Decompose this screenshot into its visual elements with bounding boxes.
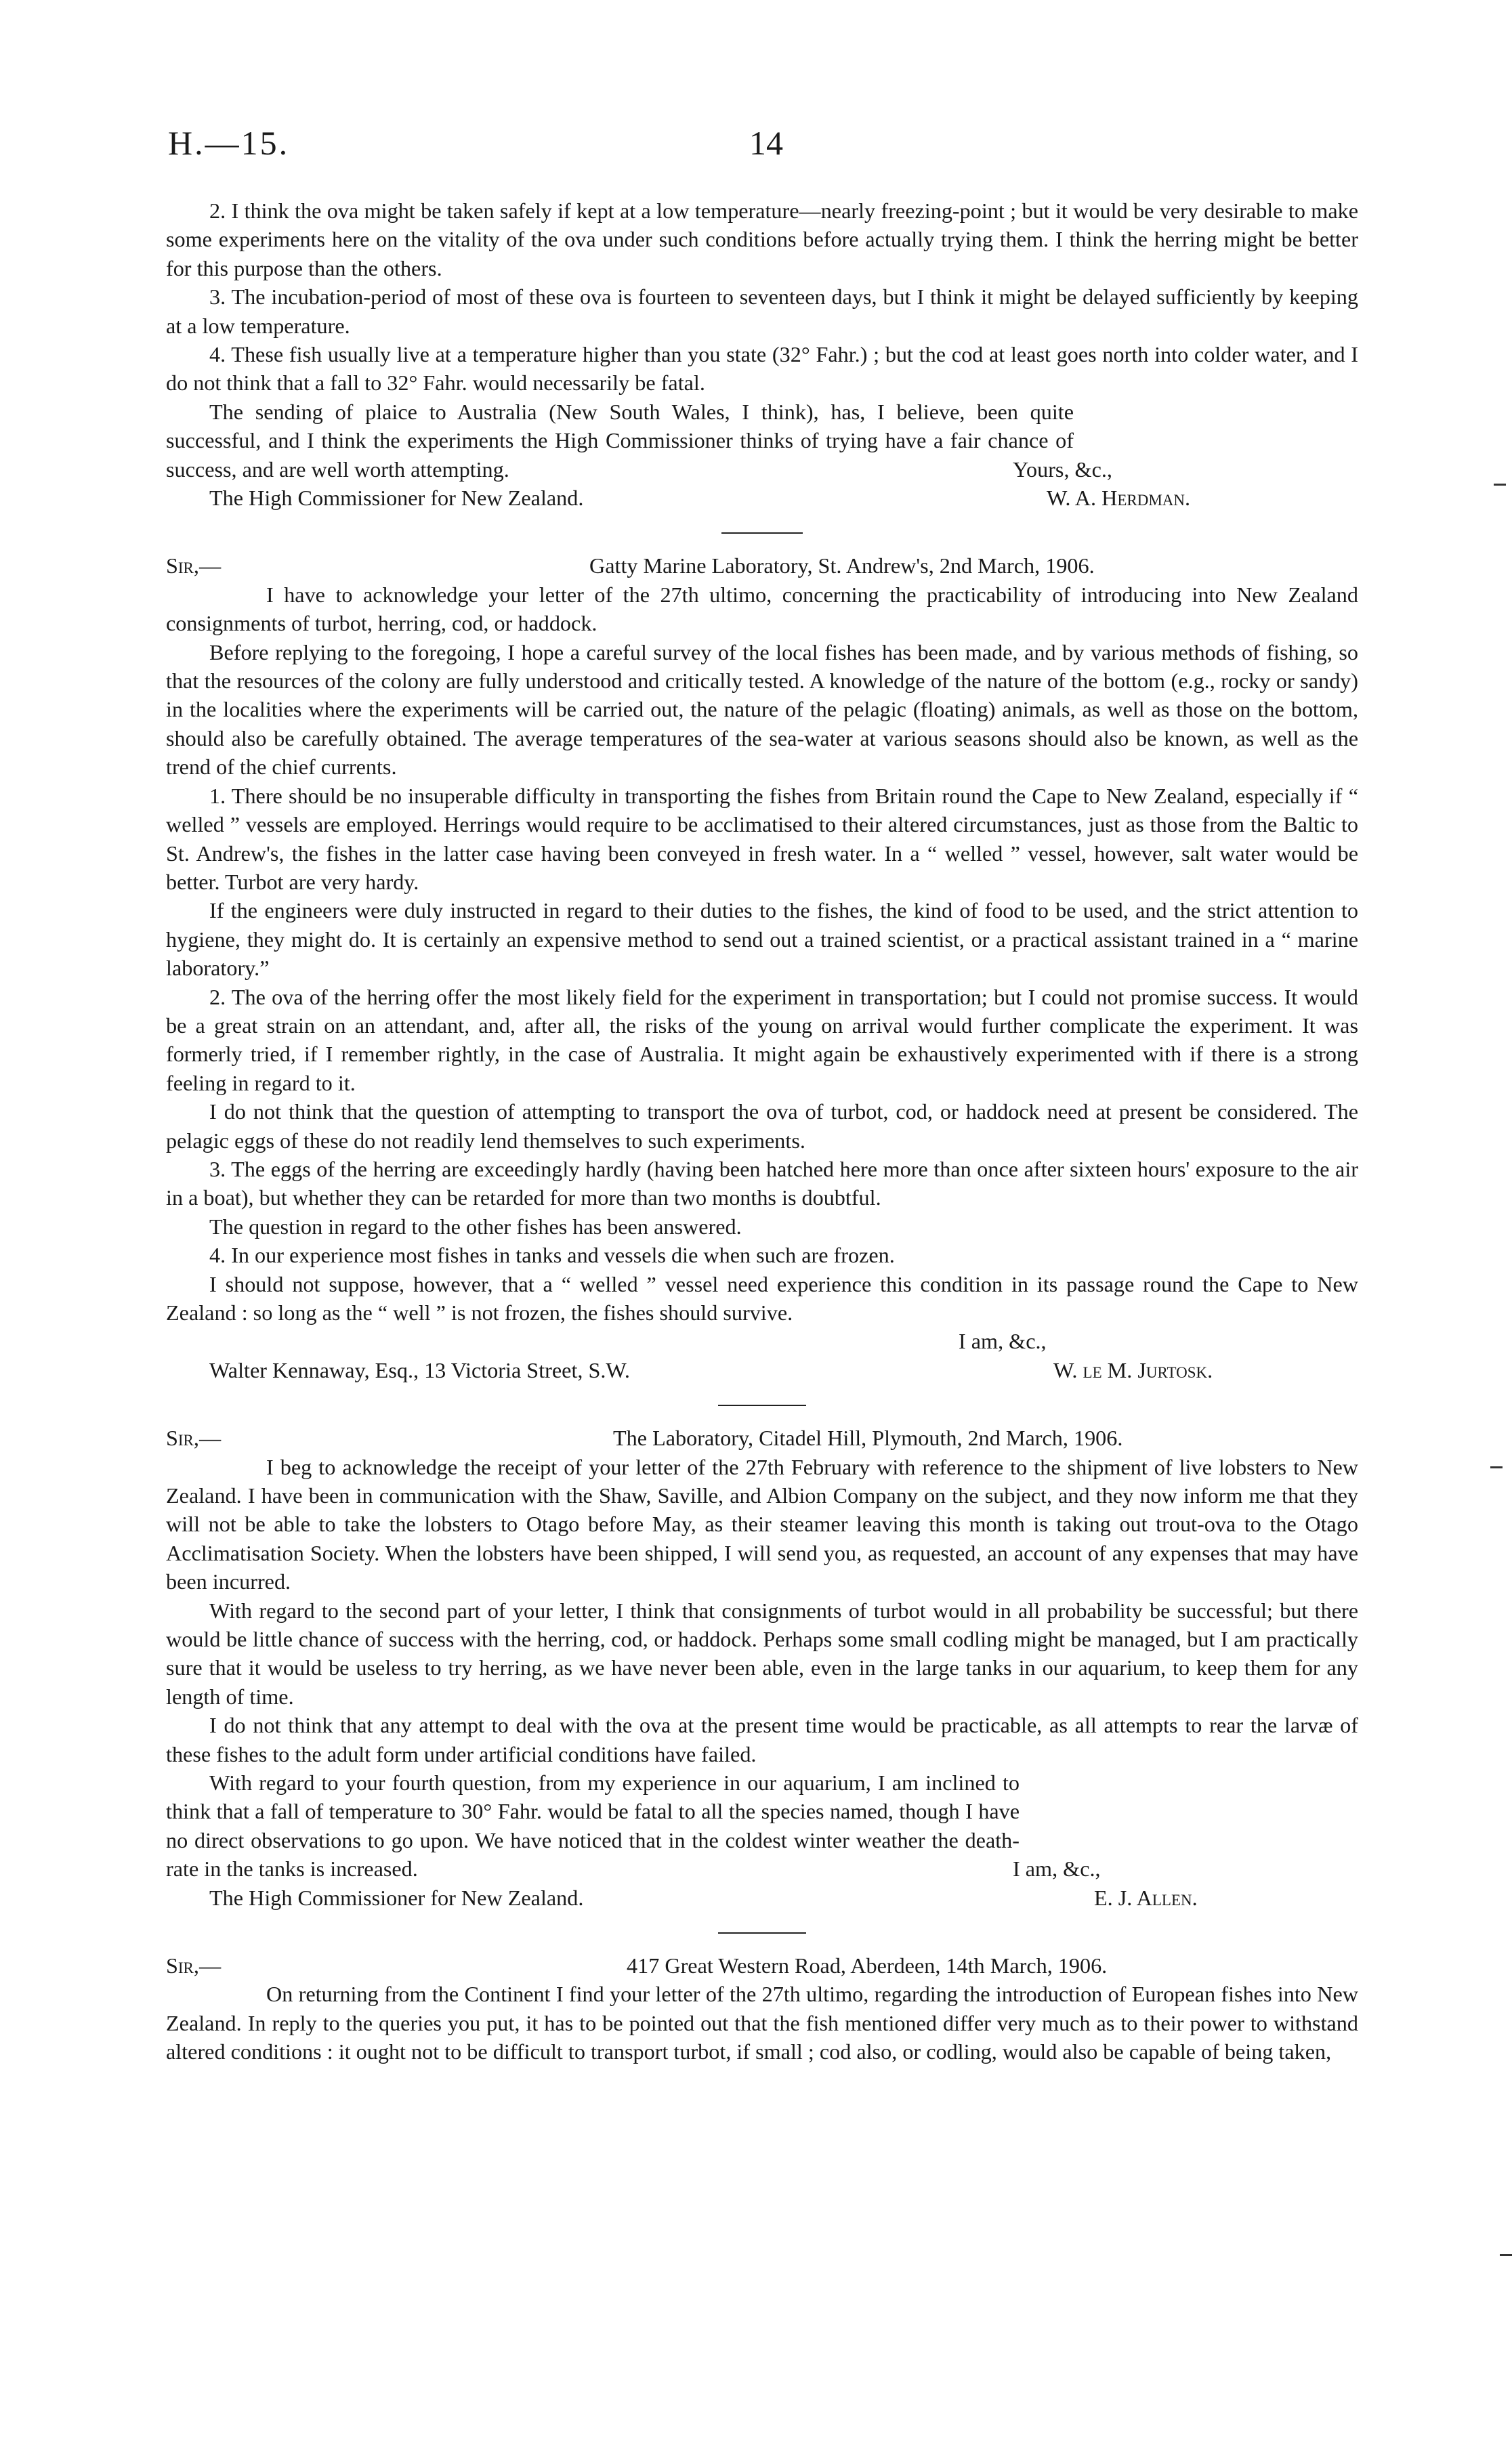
page-header xyxy=(168,123,1353,177)
paragraph: Before replying to the foregoing, I hope a careful survey of the local fishes has been made, and by various methods of fishing, so that the resources of the colony are fully understood and critically tested. A knowledge of the nature of the bottom (e.g., rocky or sandy) in the localities where the experiments will be carried out, the nature of the pelagic (floating) animals, as well as those on the bottom, should also be carefully obtained. The average temperatures of the sea-water at various seasons should also be known, as well as the trend of the chief currents. xyxy=(166,639,1358,780)
paragraph: I beg to acknowledge the receipt of your letter of the 27th February with reference to the shipment of live lobsters to New Zealand. I have been in communication with the Shaw, Saville, and Albion Company on the subject, and they now inform me that they will not be able to take the lobsters to Otago before May, as their steamer leaving this month is taking out trout-ova to the Otago Acclimatisation Society. When the lobsters have been shipped, I will send you, as requested, an account of any expenses that may have been incurred. xyxy=(166,1454,1358,1594)
paragraph: On returning from the Continent I find your letter of the 27th ultimo, regarding the introduction of European fishes into New Zealand. In reply to the queries you put, it has to be pointed out that the fish mentioned differ very much as to their power to withstand altered conditions : it ought not to be difficult to transport turbot, if small ; cod also, or codling, would also be capable of being taken, xyxy=(166,1982,1358,2064)
paragraph: The sending of plaice to Australia (New South Wales, I think), has, I believe, been quite successful, and I think the experiments the High Commissioner thinks of trying have a fair chance of success, and are well worth attempting. xyxy=(166,399,1074,482)
salutation-row xyxy=(166,551,1358,580)
salutation-row xyxy=(166,1951,1358,1980)
paragraph: 2. The ova of the herring offer the most likely field for the experiment in transportation; but I could not promise success. It would be a great strain on an attendant, and, after all, the risks of the young on arrival would further complicate the experiment. It was formerly tried, if I remember rightly, in the case of Australia. It might again be exhaustively experimented with if there is a strong feeling in regard to it. xyxy=(166,984,1358,1095)
letter-jurtosk xyxy=(166,551,1358,1384)
paragraph: If the engineers were duly instructed in regard to their duties to the fishes, the kind of food to be used, and the strict attention to hygiene, they might do. It is certainly an expensive method to send out a trained scientist, or a practical assistant trained in a “ marine laboratory.” xyxy=(166,898,1358,981)
addressee: The High Commissioner for New Zealand. xyxy=(209,1885,584,1910)
page-number: 14 xyxy=(749,124,783,162)
signature-row xyxy=(166,1884,1358,1912)
closing: Yours, &c., xyxy=(1013,456,1112,482)
paragraph: With regard to the second part of your letter, I think that consignments of turbot would in all probability be successful; but there would be little chance of success with the herring, cod, or haddock. Perhaps some small codling might be managed, but I am practically sure that it would be useless to try herring, as we have never been able, even in the large tanks in our aquarium, to keep them for any length of time. xyxy=(166,1598,1358,1709)
closing: I am, &c., xyxy=(959,1329,1047,1354)
paragraph: 3. The incubation-period of most of these ova is fourteen to seventeen days, but I think it might be delayed sufficiently by keeping at a low temperature. xyxy=(166,284,1358,338)
margin-mark xyxy=(1490,1466,1503,1468)
closing-row xyxy=(166,455,1358,484)
closing-row xyxy=(166,1327,1358,1355)
paragraph: The question in regard to the other fishes has been answered. xyxy=(209,1214,742,1239)
addressee: Walter Kennaway, Esq., 13 Victoria Street, S.W. xyxy=(209,1357,630,1382)
closing: I am, &c., xyxy=(1013,1856,1101,1882)
separator-rule xyxy=(721,532,803,534)
addressee: The High Commissioner for New Zealand. xyxy=(209,486,584,511)
paragraph: I have to acknowledge your letter of the 27th ultimo, concerning the practicability of introducing into New Zealand consignments of turbot, herring, cod, or haddock. xyxy=(166,582,1358,636)
signature-row xyxy=(166,1356,1358,1384)
paragraph: I should not suppose, however, that a “ welled ” vessel need experience this condition in its passage round the Cape to New Zealand : so long as the “ well ” is not frozen, the fishes should survive. xyxy=(166,1271,1358,1325)
paragraph: With regard to your fourth question, from my experience in our aquarium, I am inclined to think that a fall of temperature to 30° Fahr. would be fatal to all the species named, though I have no direct observations to go upon. We have noticed that in the coldest winter weather the death-rate in the tanks is increased. xyxy=(166,1770,1020,1882)
signature-row xyxy=(166,484,1358,512)
paragraph: I do not think that the question of attempting to transport the ova of turbot, cod, or haddock need at present be considered. The pelagic eggs of these do not readily lend themselves to such experiments. xyxy=(166,1099,1358,1153)
closing-row xyxy=(166,1854,1358,1883)
separator-rule xyxy=(718,1932,806,1934)
paragraph: 1. There should be no insuperable difficulty in transporting the fishes from Britain round the Cape to New Zealand, especially if “ welled ” vessels are employed. Herrings would require to be acclimatised to their altered circumstances, just as those from the Baltic to St. Andrew's, the fishes in the latter case having been conveyed in fresh water. In a “ welled ” vessel, however, salt water would be better. Turbot are very hardy. xyxy=(166,783,1358,894)
salutation: Sir,— xyxy=(166,1426,222,1451)
signature: E. J. Allen. xyxy=(1094,1885,1198,1910)
letter-allen xyxy=(166,1424,1358,1912)
address-date: 417 Great Western Road, Aberdeen, 14th March, 1906. xyxy=(627,1953,1108,1978)
paragraph: 4. In our experience most fishes in tanks and vessels die when such are frozen. xyxy=(209,1243,895,1268)
address-date: Gatty Marine Laboratory, St. Andrew's, 2nd March, 1906. xyxy=(589,553,1095,578)
paragraph: I do not think that any attempt to deal with the ova at the present time would be practicable, as all attempts to rear the larvæ of these fishes to the adult form under artificial conditions have failed. xyxy=(166,1713,1358,1766)
salutation: Sir,— xyxy=(166,1953,222,1978)
margin-mark xyxy=(1500,2254,1512,2256)
letter-aberdeen xyxy=(166,1951,1358,2066)
signature: W. A. Herdman. xyxy=(1047,486,1191,511)
paragraph: 3. The eggs of the herring are exceedingly hardly (having been hatched here more than once after sixteen hours' exposure to the air in a boat), but whether they can be retarded for more than two months is doubtful. xyxy=(166,1156,1358,1210)
salutation: Sir,— xyxy=(166,553,222,578)
document-code: H.—15. xyxy=(168,124,290,162)
separator-rule xyxy=(718,1405,806,1406)
paragraph: 2. I think the ova might be taken safely if kept at a low temperature—nearly freezing-point ; but it would be very desirable to make some experiments here on the vitality of the ova under such conditions before actually trying them. I think the herring might be better for this purpose than the others. xyxy=(166,198,1358,280)
paragraph: 4. These fish usually live at a temperature higher than you state (32° Fahr.) ; but the cod at least goes north into colder water, and I do not think that a fall to 32° Fahr. would necessarily be fatal. xyxy=(166,342,1358,396)
address-date: The Laboratory, Citadel Hill, Plymouth, 2nd March, 1906. xyxy=(613,1426,1123,1451)
salutation-row xyxy=(166,1424,1358,1452)
signature: W. le M. Jurtosk. xyxy=(1053,1357,1213,1382)
letter-herdman xyxy=(166,196,1358,512)
page-body xyxy=(166,196,1358,2066)
margin-mark xyxy=(1494,484,1506,486)
